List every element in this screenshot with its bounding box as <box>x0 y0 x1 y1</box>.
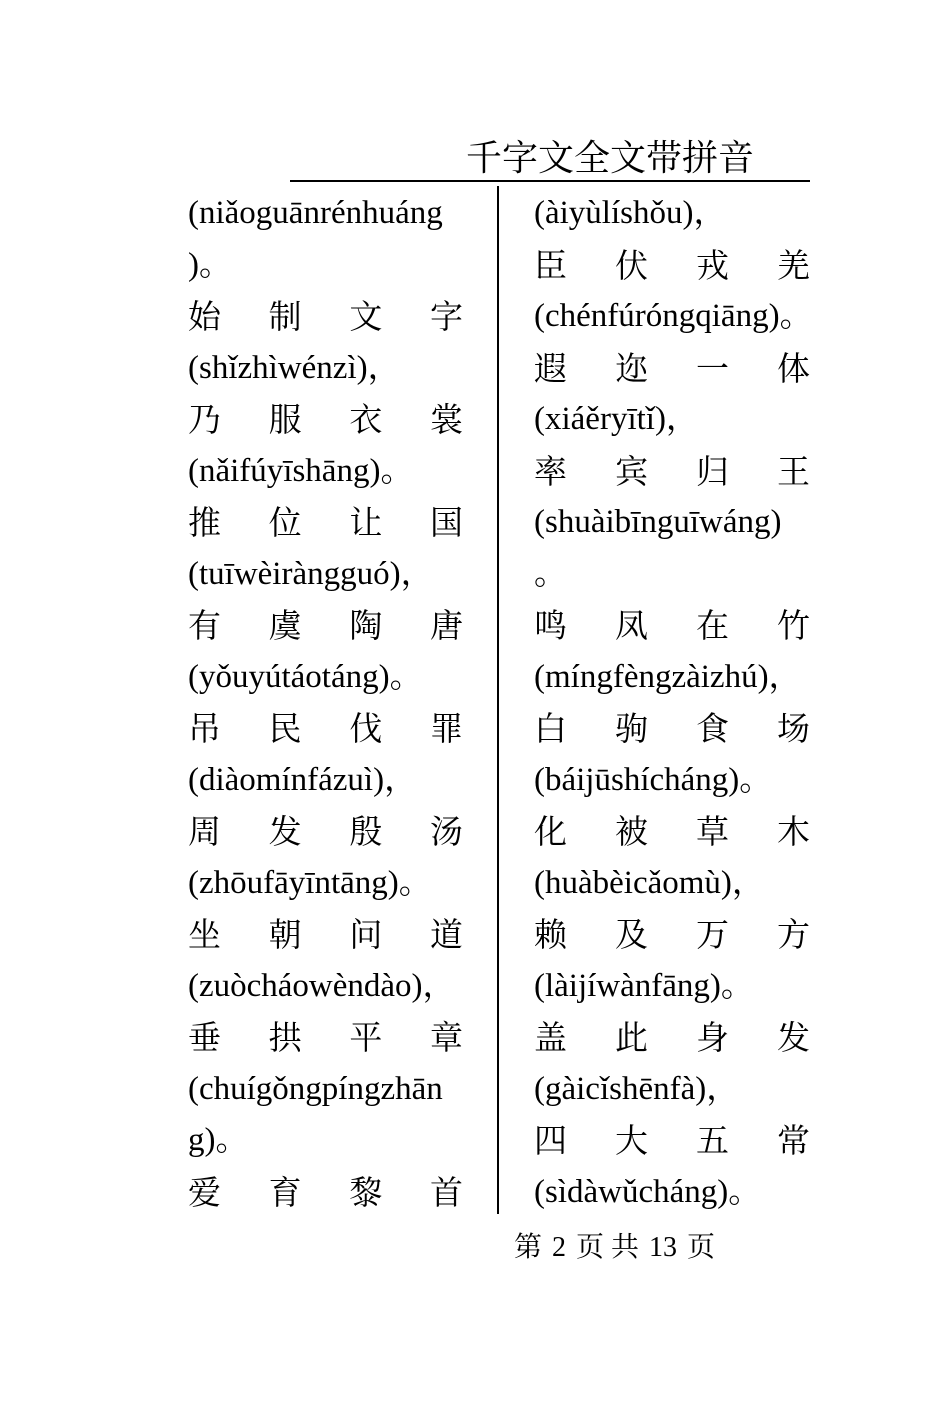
pinyin-line: (sìdàwǔcháng)。 <box>534 1173 762 1210</box>
hanzi-character: 白 <box>534 709 567 748</box>
pinyin-line: (báijūshícháng)。 <box>534 761 773 798</box>
hanzi-character: 场 <box>777 709 810 748</box>
pinyin-line: (diàomínfázuì)， <box>188 761 418 798</box>
hanzi-character: 率 <box>534 451 567 491</box>
hanzi-character: 伏 <box>615 245 648 285</box>
document-title: 千字文全文带拼音 <box>465 138 754 179</box>
hanzi-character: 殷 <box>349 812 383 851</box>
hanzi-character: 王 <box>777 451 810 491</box>
hanzi-character: 竹 <box>777 606 810 645</box>
hanzi-character: 罪 <box>429 709 463 748</box>
pinyin-line: (shuàibīnguīwáng) <box>534 504 782 540</box>
hanzi-character: 乃 <box>188 400 221 439</box>
hanzi-character: 让 <box>349 503 383 542</box>
pinyin-line: (nǎifúyīshāng)。 <box>188 452 414 489</box>
hanzi-character: 在 <box>696 606 729 645</box>
hanzi-line <box>534 703 810 755</box>
hanzi-character: 坐 <box>188 915 221 954</box>
hanzi-line <box>188 497 463 549</box>
hanzi-line <box>534 600 810 652</box>
hanzi-character: 体 <box>777 348 810 388</box>
hanzi-character: 盖 <box>534 1018 567 1057</box>
hanzi-character: 周 <box>188 812 221 851</box>
hanzi-character: 服 <box>268 400 302 439</box>
footer-suffix: 页 <box>687 1232 716 1263</box>
hanzi-character: 食 <box>696 709 729 748</box>
hanzi-character: 归 <box>696 451 729 491</box>
hanzi-character: 文 <box>349 297 383 336</box>
hanzi-character: 垂 <box>188 1018 221 1057</box>
hanzi-character: 迩 <box>615 348 648 388</box>
hanzi-character: 常 <box>777 1121 810 1160</box>
pinyin-line: (chénfúróngqiāng)。 <box>534 298 813 334</box>
hanzi-character: 道 <box>429 915 463 954</box>
pinyin-line: (zhōufāyīntāng)。 <box>188 864 432 901</box>
hanzi-line <box>188 703 463 755</box>
hanzi-character: 遐 <box>534 348 567 388</box>
hanzi-character: 臣 <box>534 245 567 285</box>
hanzi-character: 章 <box>429 1018 463 1057</box>
page-header <box>290 138 810 182</box>
hanzi-character: 一 <box>696 348 729 388</box>
pinyin-line: (huàbèicǎomù)， <box>534 864 765 901</box>
page-footer <box>514 1228 725 1268</box>
pinyin-line: (làijíwànfāng)。 <box>534 967 754 1004</box>
hanzi-line <box>188 1167 463 1219</box>
hanzi-character: 问 <box>349 915 383 954</box>
hanzi-character: 国 <box>429 503 463 542</box>
pinyin-line: (chuígǒngpíngzhān <box>188 1070 443 1107</box>
hanzi-character: 此 <box>615 1018 648 1057</box>
hanzi-character: 汤 <box>429 812 463 851</box>
hanzi-character: 吊 <box>188 709 221 748</box>
pinyin-line: 。 <box>534 555 567 592</box>
hanzi-line <box>188 806 463 858</box>
hanzi-character: 始 <box>188 297 221 336</box>
pinyin-line: (niǎoguānrénhuáng <box>188 195 443 231</box>
pinyin-line: (tuīwèiràngguó)， <box>188 555 434 592</box>
hanzi-character: 宾 <box>615 451 648 491</box>
hanzi-character: 化 <box>534 812 567 851</box>
hanzi-character: 及 <box>615 915 648 954</box>
hanzi-character: 身 <box>696 1018 729 1057</box>
hanzi-character: 有 <box>188 606 221 645</box>
hanzi-character: 大 <box>615 1121 648 1160</box>
hanzi-character: 羌 <box>777 245 810 285</box>
hanzi-character: 黎 <box>349 1172 383 1212</box>
hanzi-character: 方 <box>777 915 810 954</box>
pinyin-line: (àiyùlíshǒu)， <box>534 195 727 231</box>
hanzi-character: 陶 <box>349 606 383 645</box>
hanzi-character: 驹 <box>615 709 648 748</box>
hanzi-line <box>188 291 463 343</box>
hanzi-line <box>188 600 463 652</box>
pinyin-line: (yǒuyútáotáng)。 <box>188 658 423 695</box>
pinyin-line: (gàicǐshēnfà)， <box>534 1070 740 1107</box>
footer-middle: 页 共 <box>576 1232 640 1263</box>
hanzi-character: 木 <box>777 812 810 851</box>
pinyin-line: (míngfèngzàizhú)， <box>534 658 802 695</box>
hanzi-character: 位 <box>268 503 302 542</box>
hanzi-line <box>534 240 810 292</box>
hanzi-line <box>534 909 810 961</box>
hanzi-line <box>188 1012 463 1064</box>
hanzi-character: 四 <box>534 1121 567 1160</box>
hanzi-character: 育 <box>268 1172 302 1212</box>
hanzi-character: 爱 <box>188 1172 221 1212</box>
hanzi-character: 草 <box>696 812 729 851</box>
pinyin-line: (zuòcháowèndào)， <box>188 967 456 1004</box>
hanzi-line <box>534 806 810 858</box>
right-text-column <box>534 188 813 1218</box>
hanzi-character: 万 <box>696 915 729 954</box>
hanzi-line <box>534 446 810 498</box>
hanzi-character: 五 <box>696 1121 729 1160</box>
hanzi-line <box>188 909 463 961</box>
hanzi-character: 伐 <box>349 709 383 748</box>
pinyin-line: g)。 <box>188 1122 249 1158</box>
hanzi-character: 制 <box>268 297 302 336</box>
hanzi-line <box>534 343 810 395</box>
hanzi-character: 字 <box>429 297 463 336</box>
hanzi-character: 拱 <box>268 1018 302 1057</box>
footer-prefix: 第 <box>514 1232 543 1263</box>
total-page-count: 13 <box>649 1232 678 1263</box>
hanzi-line <box>534 1012 810 1064</box>
hanzi-character: 朝 <box>268 915 302 954</box>
pinyin-line: )。 <box>188 246 232 283</box>
hanzi-line <box>188 394 463 446</box>
hanzi-character: 首 <box>429 1172 463 1212</box>
hanzi-line <box>534 1115 810 1167</box>
hanzi-character: 发 <box>268 812 302 851</box>
hanzi-character: 鸣 <box>534 606 567 645</box>
column-divider <box>497 186 499 1214</box>
hanzi-character: 唐 <box>429 606 463 645</box>
hanzi-character: 裳 <box>429 400 463 439</box>
pinyin-line: (shǐzhìwénzì)， <box>188 349 401 386</box>
hanzi-character: 赖 <box>534 915 567 954</box>
hanzi-character: 虞 <box>268 606 302 645</box>
hanzi-character: 衣 <box>349 400 383 439</box>
hanzi-character: 推 <box>188 503 221 542</box>
pinyin-line: (xiáěryītǐ)， <box>534 401 699 437</box>
hanzi-character: 戎 <box>696 245 729 285</box>
hanzi-character: 凤 <box>615 606 648 645</box>
hanzi-character: 民 <box>268 709 302 748</box>
hanzi-character: 被 <box>615 812 648 851</box>
left-text-column <box>188 188 463 1218</box>
current-page-number: 2 <box>552 1232 567 1263</box>
hanzi-character: 平 <box>349 1018 383 1057</box>
hanzi-character: 发 <box>777 1018 810 1057</box>
